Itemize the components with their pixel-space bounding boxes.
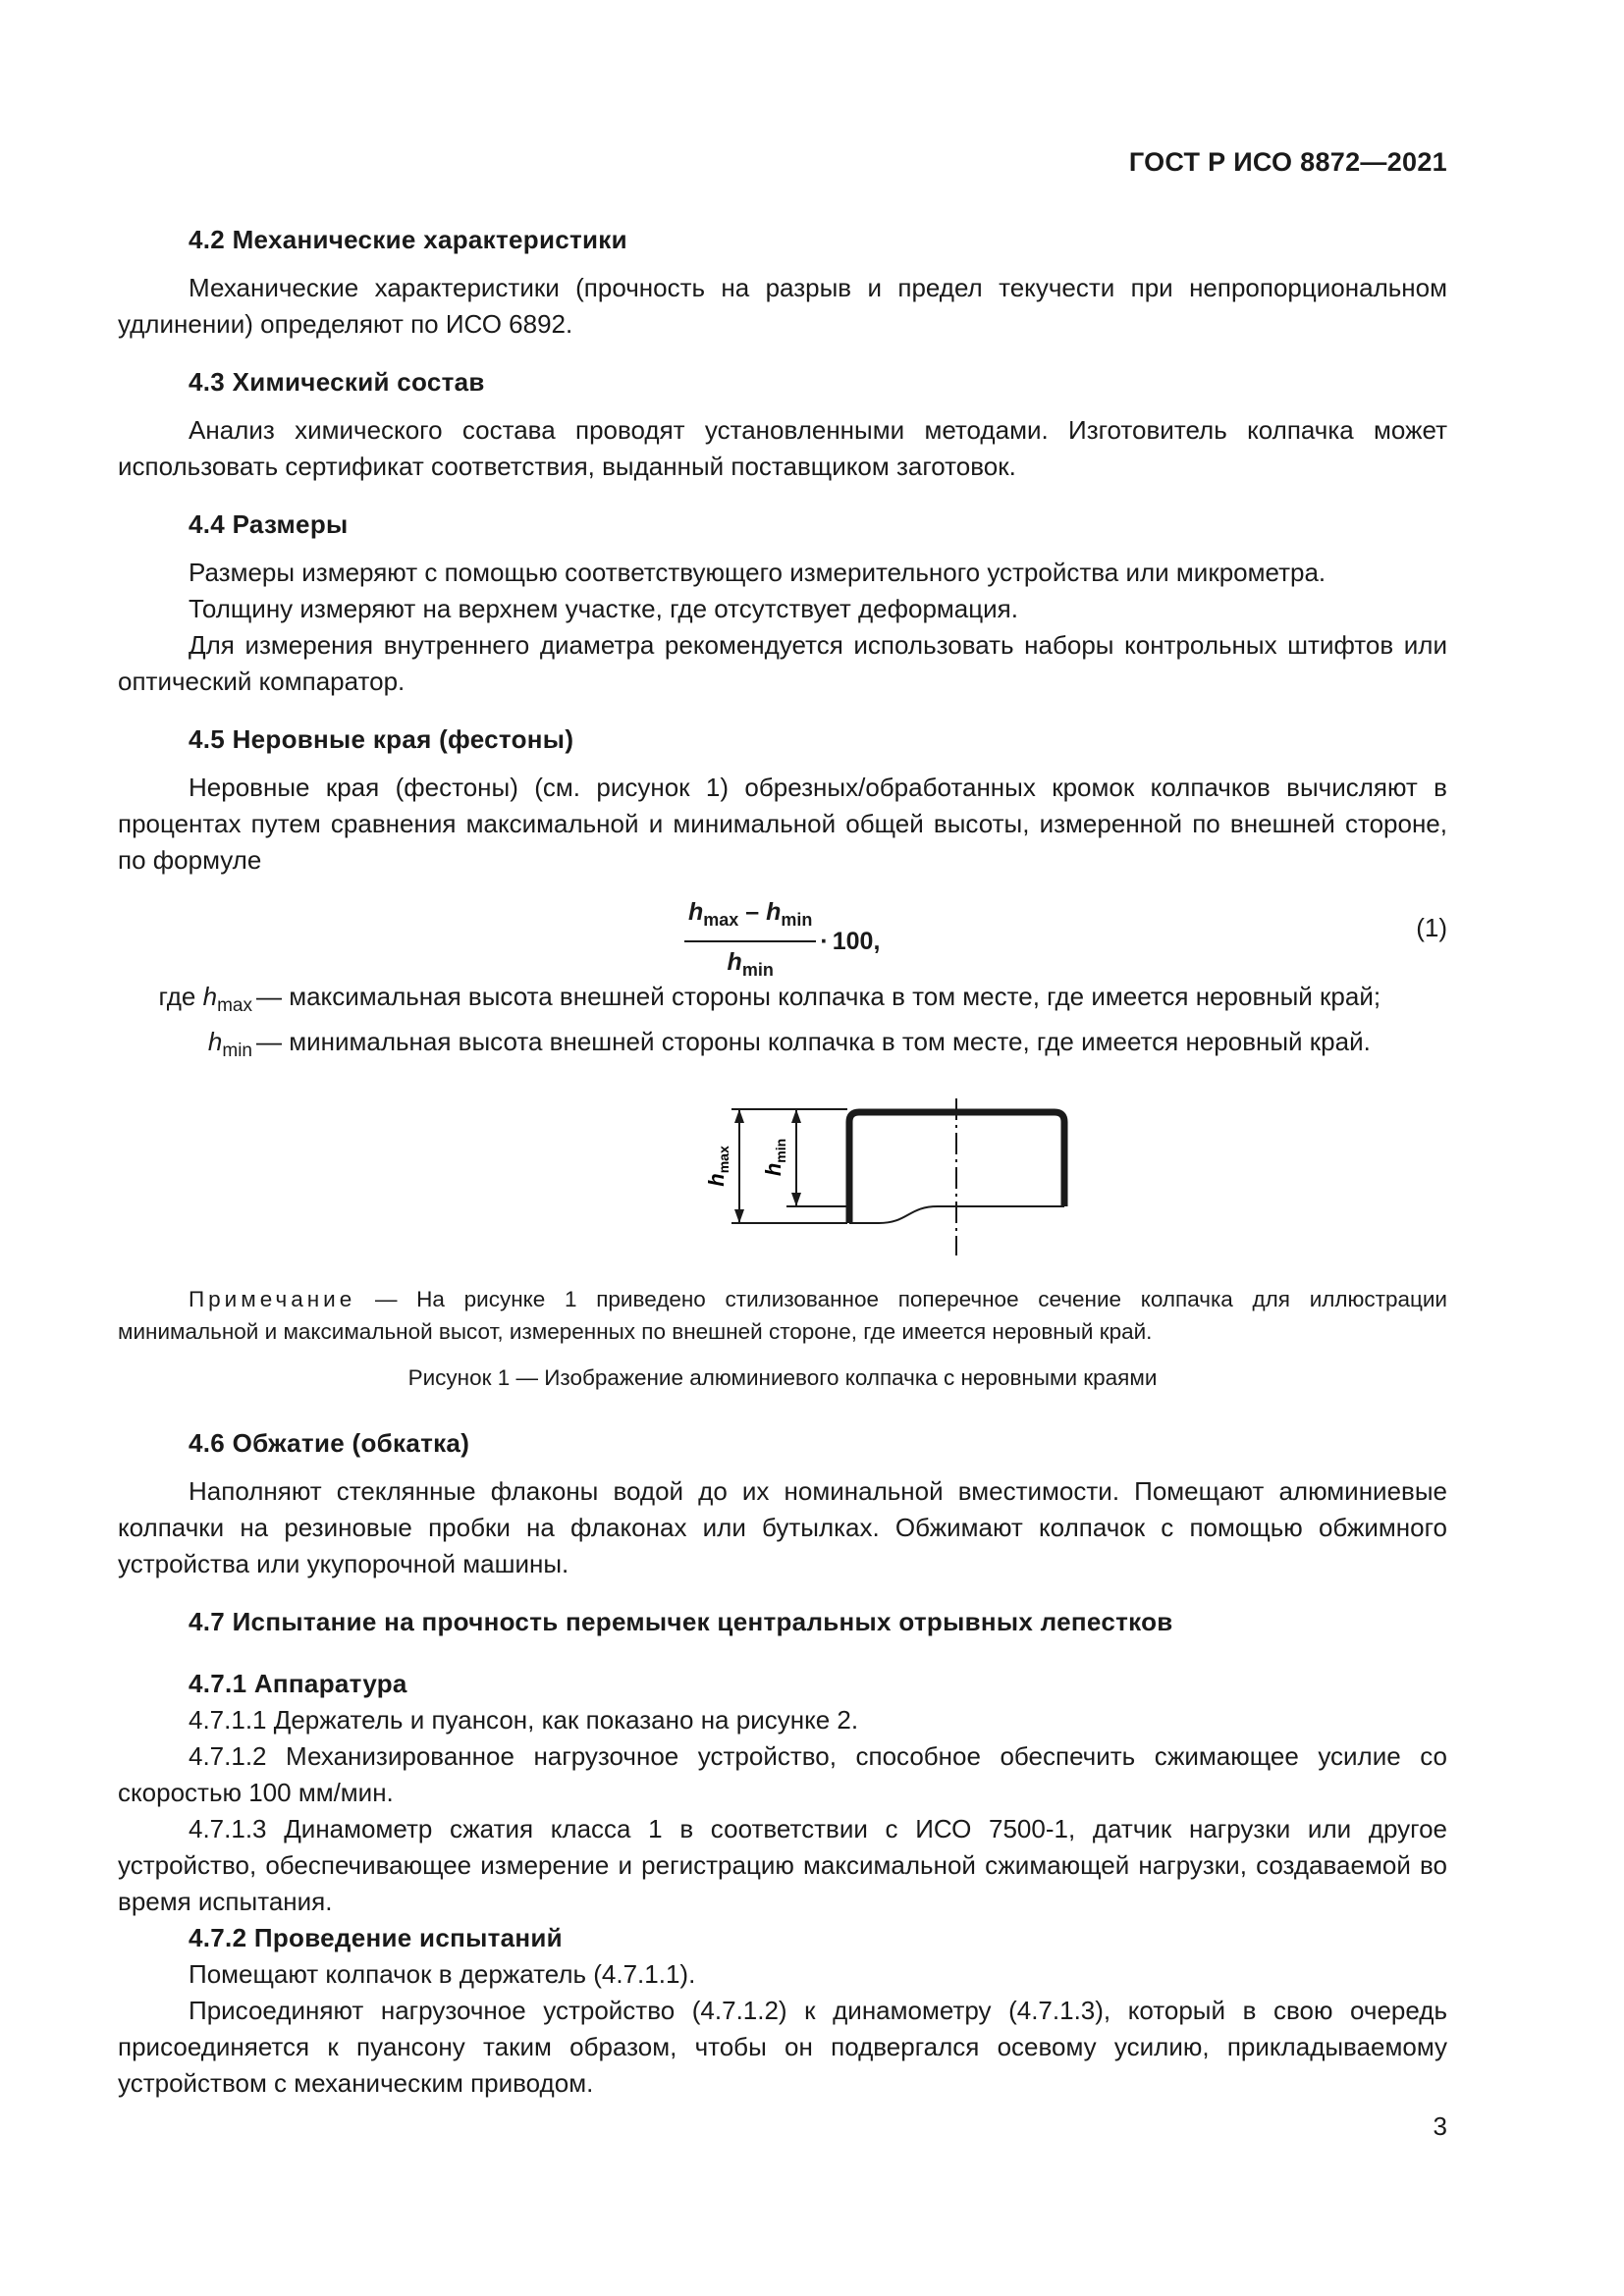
note-lead: Примечание xyxy=(189,1287,356,1312)
section-4-7-title: 4.7 Испытание на прочность перемычек центральных отрывных лепестков xyxy=(189,1607,1173,1637)
item-4-7-1-3: 4.7.1.3 Динамометр сжатия класса 1 в соответствии с ИСО 7500-1, датчик нагрузки или другое устройство, обеспечивающее измерение и регистрацию максимальной сжимающей нагрузки, создаваемой во время испытания. xyxy=(118,1814,1447,1917)
svg-text:hmax: $h_{max}$ xyxy=(704,1146,731,1188)
note-text: — На рисунке 1 приведено стилизованное поперечное сечение колпачка для иллюстрации минимальной и максимальной высот, измеренных по внешней стороне, где имеется неровный край. xyxy=(118,1287,1447,1345)
figure-1 xyxy=(118,1096,1447,1283)
formula-1 xyxy=(118,888,1447,980)
hmin-label xyxy=(761,1139,788,1176)
section-4-2-title: 4.2 Механические характеристики xyxy=(189,225,627,254)
section-4-7-2-paragraph-1: Помещают колпачок в держатель (4.7.1.1). xyxy=(189,1959,696,1990)
formula-factor: 100, xyxy=(832,927,881,955)
legend-hmin: $h_{min}$ — минимальная высота внешней стороны колпачка в том месте, где имеется неровный край. xyxy=(207,1027,1371,1062)
formula-number: (1) xyxy=(1416,913,1447,942)
document-body xyxy=(118,222,1447,2102)
section-4-2-paragraph: Механические характеристики (прочность на разрыв и предел текучести при непропорциональном удлинении) определяют по ИСО 6892. xyxy=(118,273,1447,339)
item-4-7-1-2: 4.7.1.2 Механизированное нагрузочное устройство, способное обеспечить сжимающее усилие со скоростью 100 мм/мин. xyxy=(118,1741,1447,1808)
document-header-id: ГОСТ Р ИСО 8872—2021 xyxy=(1128,147,1447,177)
formula-fraction xyxy=(684,894,816,988)
section-4-3-paragraph: Анализ химического состава проводят установленными методами. Изготовитель колпачка может использовать сертификат соответствия, выданный поставщиком заготовок. xyxy=(118,415,1447,481)
section-4-4-paragraph-3: Для измерения внутреннего диаметра рекомендуется использовать наборы контрольных штифтов или оптический компаратор. xyxy=(118,630,1447,696)
figure-1-caption: Рисунок 1 — Изображение алюминиевого колпачка с неровными краями xyxy=(407,1365,1158,1391)
figure-1-note xyxy=(118,1283,1447,1348)
formula-times: · xyxy=(820,927,829,955)
svg-text:hmin: $h_{min}$ xyxy=(761,1139,788,1177)
section-4-7-2-title: 4.7.2 Проведение испытаний xyxy=(189,1923,563,1953)
formula-numerator: $h_{max} - h_{min}$ xyxy=(684,894,816,942)
cap-cross-section-drawing xyxy=(594,1096,1105,1268)
formula-expression xyxy=(684,894,880,988)
section-4-6-paragraph: Наполняют стеклянные флаконы водой до их номинальной вместимости. Помещают алюминиевые колпачки на резиновые пробки на флаконах или бутылках. Обжимают колпачок с помощью обжимного устройства или укупорочной машины. xyxy=(118,1476,1447,1579)
hmax-label xyxy=(704,1146,731,1187)
section-4-4-paragraph-1: Размеры измеряют с помощью соответствующего измерительного устройства или микрометра. xyxy=(189,558,1326,587)
formula-legend xyxy=(118,979,1447,1069)
section-4-5-title: 4.5 Неровные края (фестоны) xyxy=(189,724,574,754)
section-4-7-1-title: 4.7.1 Аппаратура xyxy=(189,1669,407,1699)
section-4-7-2-paragraph-2: Присоединяют нагрузочное устройство (4.7.1.2) к динамометру (4.7.1.3), который в свою очередь присоединяется к пуансону таким образом, чтобы он подвергался осевому усилию, прикладываемому устройством с механическим приводом. xyxy=(118,1996,1447,2099)
section-4-4-title: 4.4 Размеры xyxy=(189,509,349,539)
section-4-5-paragraph: Неровные края (фестоны) (см. рисунок 1) обрезных/обработанных кромок колпачков вычисляют в процентах путем сравнения максимальной и минимальной общей высоты, измеренной по внешней стороне, по формуле xyxy=(118,773,1447,875)
legend-hmax: где $h_{max}$ — максимальная высота внешней стороны колпачка в том месте, где имеется неровный край; xyxy=(158,982,1381,1017)
section-4-6-title: 4.6 Обжатие (обкатка) xyxy=(189,1428,470,1459)
item-4-7-1-1: 4.7.1.1 Держатель и пуансон, как показано на рисунке 2. xyxy=(189,1705,859,1735)
section-4-3-title: 4.3 Химический состав xyxy=(189,367,485,397)
formula-denominator: $h_{min}$ xyxy=(727,948,774,980)
page-number: 3 xyxy=(1433,2111,1447,2141)
section-4-4-paragraph-2: Толщину измеряют на верхнем участке, где отсутствует деформация. xyxy=(189,594,1018,623)
